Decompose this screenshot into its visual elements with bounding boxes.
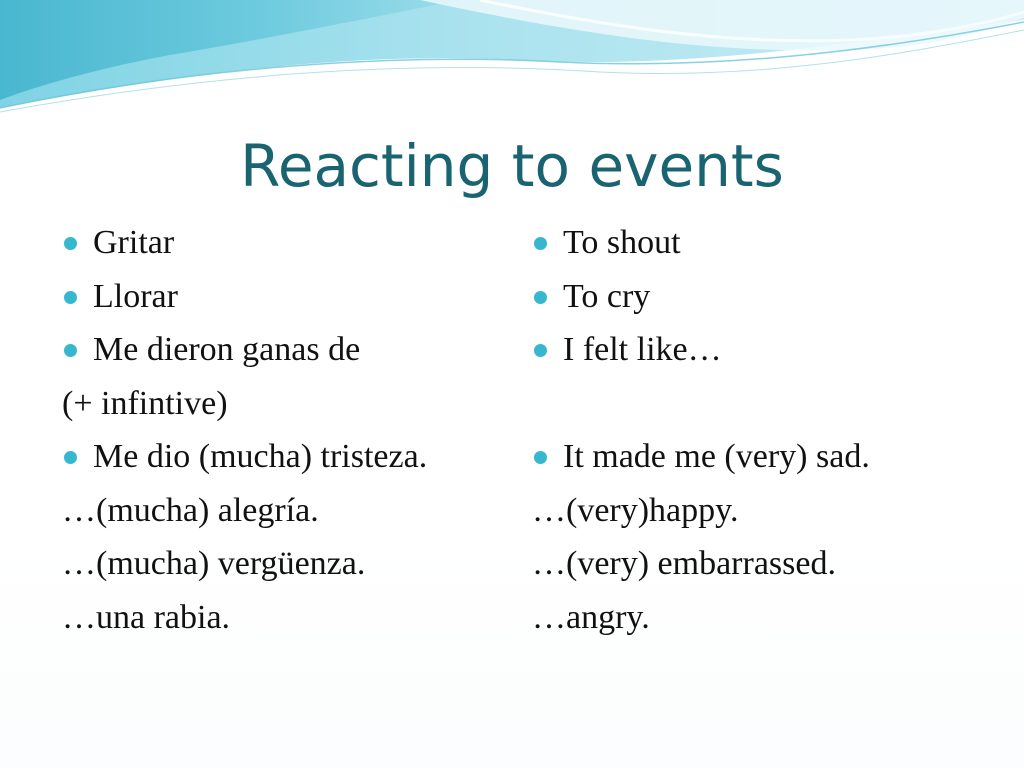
list-item: [532, 270, 1002, 324]
list-item-empty: [532, 377, 1002, 431]
list-item: [532, 216, 1002, 270]
list-item: [532, 484, 1002, 538]
list-item: [532, 323, 1002, 377]
slide-title: Reacting to events: [240, 132, 784, 200]
bullet-dot-icon: [64, 451, 77, 464]
list-item-text: Me dio (mucha) tristeza.: [93, 438, 428, 475]
list-item: [62, 430, 532, 484]
list-item-text: …(mucha) vergüenza.: [62, 545, 366, 582]
list-item: [62, 377, 532, 431]
list-item-text: To shout: [563, 224, 681, 261]
list-item: [532, 430, 1002, 484]
list-item-text: Me dieron ganas de: [93, 331, 361, 368]
list-item-text: …angry.: [532, 598, 650, 636]
list-item: [532, 591, 1002, 645]
list-item-text: …(very)happy.: [532, 491, 739, 529]
list-item-text: …(mucha) alegría.: [62, 491, 319, 529]
list-item-text: I felt like…: [563, 331, 722, 368]
list-item: [62, 537, 532, 591]
list-item: [62, 216, 532, 270]
list-item: [62, 270, 532, 324]
list-item-text: …(very) embarrassed.: [532, 545, 836, 582]
list-item-text: …una rabia.: [62, 598, 231, 636]
list-item-text: To cry: [563, 277, 651, 315]
wave-header-decoration: [0, 0, 1024, 130]
bullet-dot-icon: [534, 344, 547, 357]
english-column: [532, 216, 1002, 644]
list-item-text: Llorar: [93, 277, 178, 315]
bullet-dot-icon: [64, 237, 77, 250]
list-item-text: It made me (very) sad.: [563, 438, 870, 475]
list-item: [62, 484, 532, 538]
bullet-dot-icon: [64, 291, 77, 304]
bullet-dot-icon: [534, 291, 547, 304]
list-item: [62, 591, 532, 645]
list-item-text: Gritar: [93, 224, 175, 261]
list-item: [532, 537, 1002, 591]
bullet-dot-icon: [534, 237, 547, 250]
bullet-dot-icon: [534, 451, 547, 464]
list-item-text: (+ infintive): [62, 384, 228, 422]
list-item: [62, 323, 532, 377]
spanish-column: [62, 216, 532, 644]
bullet-dot-icon: [64, 344, 77, 357]
